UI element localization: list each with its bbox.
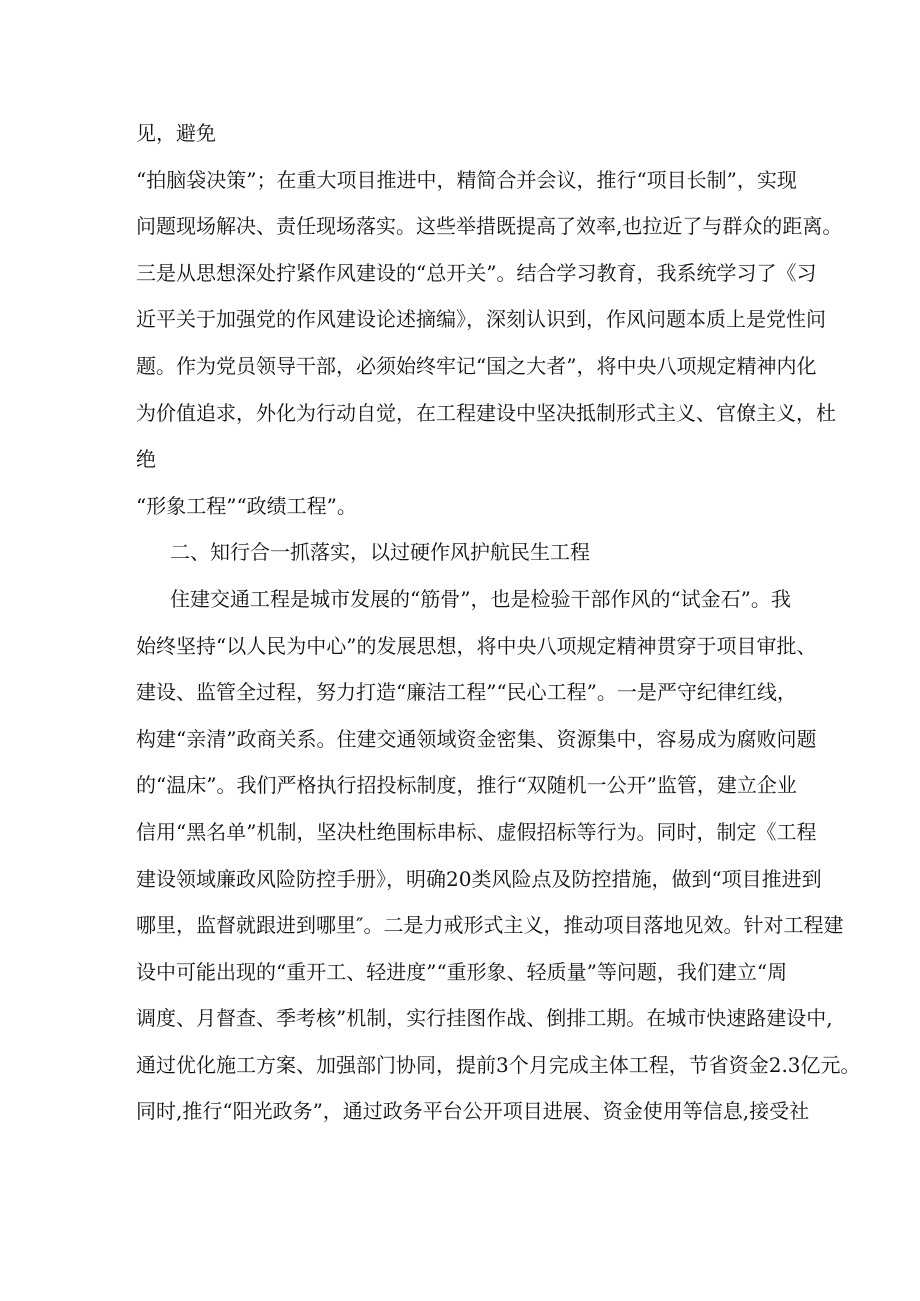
text-line: 哪里，监督就跟进到哪里″。二是力戒形式主义，推动项目落地见效。针对工程建: [136, 913, 844, 938]
text-line: 三是从思想深处拧紧作风建设的“总开关”。结合学习教育，我系统学习了《习: [136, 260, 817, 285]
text-line: 近平关于加强党的作风建设论述摘编》，深刻认识到，作风问题本质上是党性问: [136, 307, 826, 332]
text-line: 构建“亲清”政商关系。住建交通领域资金密集、资源集中，容易成为腐败问题: [136, 726, 817, 751]
text-line: 见，避免: [136, 121, 216, 145]
text-line: 题。作为党员领导干部，必须始终牢记“国之大者”，将中央八项规定精神内化: [136, 353, 817, 378]
text-line: 问题现场解决、责任现场落实。这些举措既提高了效率,也拉近了与群众的距离。: [136, 214, 843, 239]
text-line: 的“温床”。我们严格执行招投标制度，推行“双随机一公开”监管，建立企业: [136, 773, 797, 798]
text-line: 设中可能出现的“重开工、轻进度”“重形象、轻质量”等问题，我们建立“周: [136, 959, 788, 984]
text-line: 通过优化施工方案、加强部门协同，提前3个月完成主体工程，节省资金2.3亿元。: [136, 1052, 861, 1077]
text-line: 住建交通工程是城市发展的“筋骨”，也是检验干部作风的“试金石”。我: [170, 586, 791, 611]
text-line: 同时,推行“阳光政务”，通过政务平台公开项目进展、资金使用等信息,接受社: [136, 1099, 810, 1124]
text-line: 为价值追求，外化为行动自觉，在工程建设中坚决抵制形式主义、官僚主义，杜: [136, 400, 836, 425]
text-line: 绝: [136, 447, 156, 472]
section-heading: 二、知行合一抓落实，以过硬作风护航民生工程: [170, 540, 590, 565]
text-line: 信用“黑名单”机制，坚决杜绝围标串标、虚假招标等行为。同时，制定《工程: [136, 819, 817, 844]
text-line: 建设领域廉政风险防控手册》，明确20类风险点及防控措施，做到“项目推进到: [136, 866, 822, 891]
text-line: 建设、监管全过程，努力打造“廉洁工程”“民心工程”。一是严守纪律红线，: [136, 680, 797, 705]
text-line: 调度、月督查、季考核”机制，实行挂图作战、倒排工期。在城市快速路建设中,: [136, 1006, 833, 1031]
text-line: “形象工程”“政绩工程”。: [136, 493, 357, 518]
text-line: 始终坚持“以人民为中心”的发展思想，将中央八项规定精神贯穿于项目审批、: [136, 633, 817, 658]
text-line: “拍脑袋决策”；在重大项目推进中，精简合并会议，推行“项目长制”，实现: [136, 167, 797, 192]
body-text: [136, 116, 861, 1141]
